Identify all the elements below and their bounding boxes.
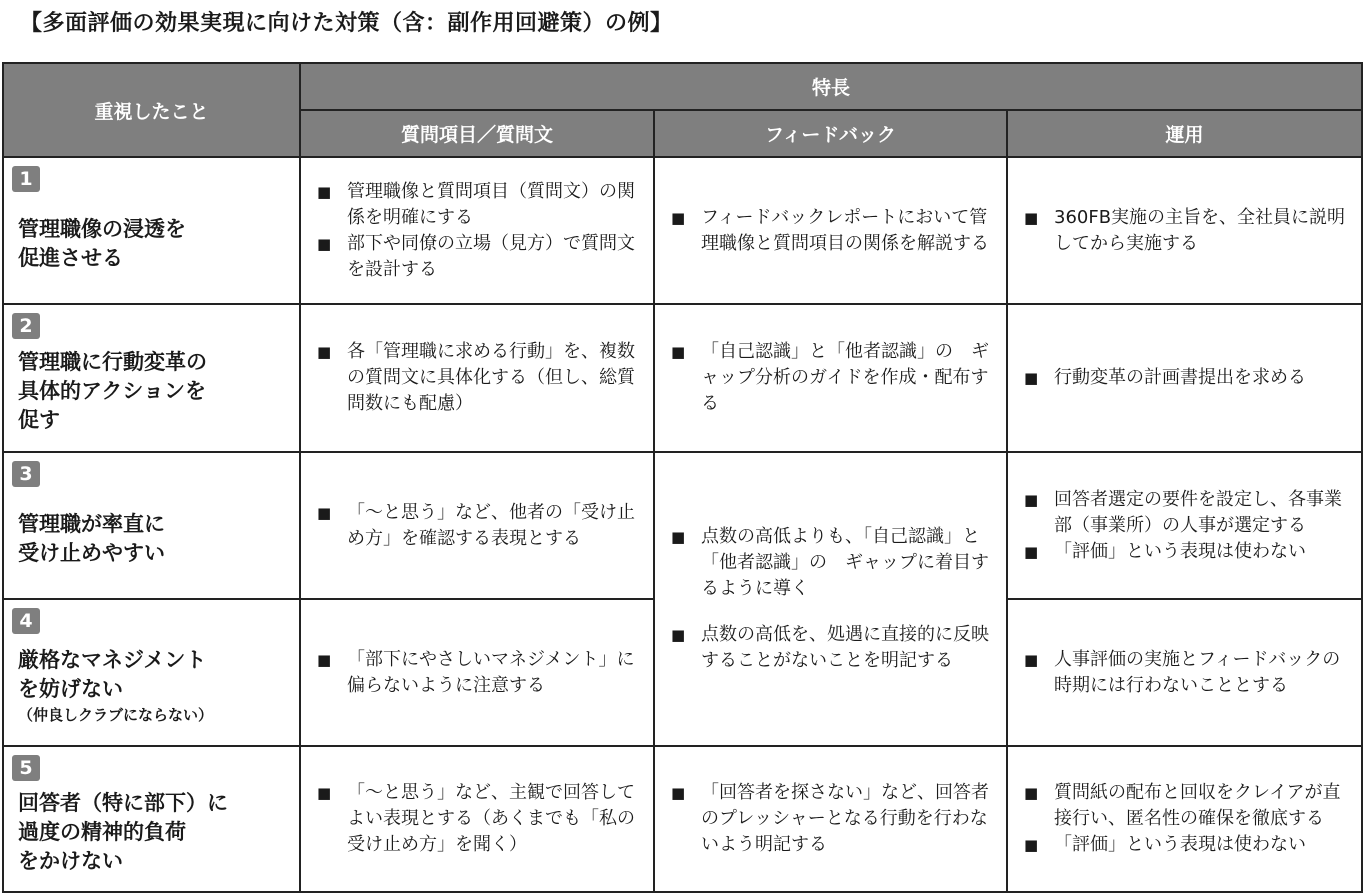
focus-line: 管理職に行動変革の bbox=[18, 349, 207, 374]
list-item: ■ 管理職像と質問項目（質問文）の関係を明確にする bbox=[317, 179, 643, 231]
row-number-badge: 5 bbox=[12, 755, 40, 781]
list-item: ■ 「評価」という表現は使わない bbox=[1024, 539, 1351, 565]
list-item: ■ 360FB実施の主旨を、全社員に説明してから実施する bbox=[1024, 205, 1351, 257]
focus-line: 具体的アクションを bbox=[18, 378, 206, 403]
questions-cell bbox=[300, 157, 654, 304]
focus-line: 管理職像の浸透を bbox=[18, 216, 186, 241]
focus-line: 促す bbox=[18, 407, 60, 432]
list-item: ■ 部下や同僚の立場（見方）で質問文を設計する bbox=[317, 231, 643, 283]
row-number-badge: 2 bbox=[12, 313, 40, 339]
table-row bbox=[3, 746, 1362, 892]
header-questions: 質問項目／質問文 bbox=[300, 110, 654, 157]
list-item: ■ 「～と思う」など、他者の「受け止め方」を確認する表現とする bbox=[317, 500, 643, 552]
questions-cell bbox=[300, 746, 654, 892]
measures-table bbox=[2, 62, 1363, 893]
row-number-badge: 1 bbox=[12, 166, 40, 192]
focus-line: 厳格なマネジメント bbox=[18, 647, 207, 672]
row-number-badge: 4 bbox=[12, 608, 40, 634]
focus-line: を妨げない bbox=[18, 676, 123, 701]
focus-line: をかけない bbox=[18, 848, 123, 873]
header-features: 特長 bbox=[300, 63, 1362, 110]
table-row bbox=[3, 452, 1362, 599]
list-item: ■ 行動変革の計画書提出を求める bbox=[1024, 365, 1351, 391]
header-focus: 重視したこと bbox=[3, 63, 300, 157]
focus-line: 回答者（特に部下）に bbox=[18, 790, 228, 815]
questions-cell bbox=[300, 304, 654, 452]
feedback-cell-merged bbox=[654, 452, 1007, 746]
header-operation: 運用 bbox=[1007, 110, 1362, 157]
list-item: ■ 人事評価の実施とフィードバックの時期には行わないこととする bbox=[1024, 647, 1351, 699]
feedback-cell bbox=[654, 746, 1007, 892]
operation-cell bbox=[1007, 599, 1362, 746]
table-row bbox=[3, 304, 1362, 452]
list-item: ■ フィードバックレポートにおいて管理職像と質問項目の関係を解説する bbox=[671, 205, 996, 257]
list-item: ■ 「評価」という表現は使わない bbox=[1024, 832, 1351, 858]
focus-line: 管理職が率直に bbox=[18, 511, 165, 536]
header-feedback: フィードバック bbox=[654, 110, 1007, 157]
list-item: ■ 各「管理職に求める行動」を、複数の質問文に具体化する（但し、総質問数にも配慮） bbox=[317, 339, 643, 417]
list-item: ■ 「回答者を探さない」など、回答者のプレッシャーとなる行動を行わないよう明記する bbox=[671, 780, 996, 858]
list-item: ■ 「～と思う」など、主観で回答してよい表現とする（あくまでも「私の受け止め方」を聞く） bbox=[317, 780, 643, 858]
focus-cell bbox=[3, 452, 300, 599]
focus-cell bbox=[3, 304, 300, 452]
focus-line: 過度の精神的負荷 bbox=[18, 819, 186, 844]
operation-cell bbox=[1007, 157, 1362, 304]
focus-subtext: （仲良しクラブにならない） bbox=[18, 705, 214, 724]
focus-cell bbox=[3, 746, 300, 892]
operation-cell bbox=[1007, 304, 1362, 452]
feedback-cell bbox=[654, 157, 1007, 304]
table-row bbox=[3, 157, 1362, 304]
list-item: ■ 点数の高低よりも、「自己認識」と「他者認識」の ギャップに着目するように導く bbox=[671, 524, 996, 602]
list-item: ■ 点数の高低を、処遇に直接的に反映することがないことを明記する bbox=[671, 622, 996, 674]
list-item: ■ 「自己認識」と「他者認識」の ギャップ分析のガイドを作成・配布する bbox=[671, 339, 996, 417]
operation-cell bbox=[1007, 746, 1362, 892]
operation-cell bbox=[1007, 452, 1362, 599]
questions-cell bbox=[300, 452, 654, 599]
list-item: ■ 「部下にやさしいマネジメント」に偏らないように注意する bbox=[317, 647, 643, 699]
row-number-badge: 3 bbox=[12, 461, 40, 487]
focus-line: 受け止めやすい bbox=[18, 540, 165, 565]
list-item: ■ 質問紙の配布と回収をクレイアが直接行い、匿名性の確保を徹底する bbox=[1024, 780, 1351, 832]
list-item: ■ 回答者選定の要件を設定し、各事業部（事業所）の人事が選定する bbox=[1024, 487, 1351, 539]
focus-cell bbox=[3, 599, 300, 746]
focus-cell bbox=[3, 157, 300, 304]
page-title: 【多面評価の効果実現に向けた対策（含：副作用回避策）の例】 bbox=[20, 11, 673, 36]
questions-cell bbox=[300, 599, 654, 746]
focus-line: 促進させる bbox=[18, 245, 123, 270]
feedback-cell bbox=[654, 304, 1007, 452]
